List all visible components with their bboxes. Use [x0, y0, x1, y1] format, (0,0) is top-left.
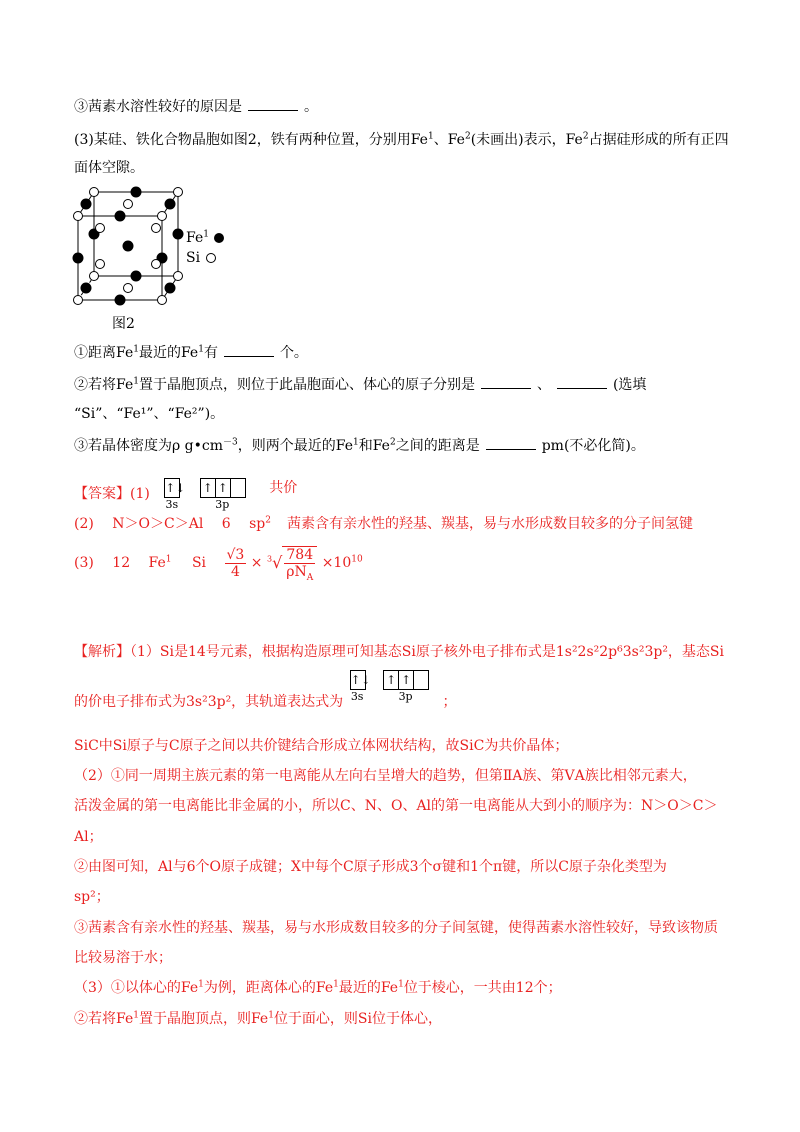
- orbital-3s: [350, 670, 371, 703]
- fraction-784-over-rhoNA: [284, 547, 315, 583]
- explanation-line-10: 比较易溶于水；: [74, 950, 172, 966]
- si-atom: [96, 260, 105, 269]
- answer-text: (2) N＞O＞C＞Al 6 sp: [74, 516, 266, 532]
- cube-root-content: [282, 546, 317, 583]
- explanation-text: ；: [442, 694, 457, 710]
- fe1-atom: [81, 199, 91, 209]
- answer-blank: [557, 374, 607, 389]
- orbital-box: ↑↓: [350, 670, 366, 690]
- sub: A: [306, 572, 314, 583]
- text: 位于面心，则Si位于体心，: [273, 1011, 443, 1027]
- text: ×10: [321, 555, 352, 571]
- text: 之间的距离是: [395, 438, 480, 454]
- explanation-line-4: （2）①同一周期主族元素的第一电离能从左向右呈增大的趋势，但第ⅡA族、第ⅤA族比相邻元素大，: [74, 768, 697, 784]
- fraction-sqrt3-over-4: [225, 547, 247, 580]
- si-atom: [158, 296, 167, 305]
- explanation-line-5: 活泼金属的第一电离能比非金属的小，所以C、N、O、Al的第一电离能从大到小的顺序为：N＞O＞C＞: [74, 798, 718, 814]
- intro-text-b: 、Fe: [433, 132, 465, 148]
- explanation-label: 【解析】: [74, 644, 130, 660]
- sup: 1: [133, 344, 139, 355]
- fraction-denominator: [284, 564, 315, 583]
- si-atom: [174, 188, 183, 197]
- text: 和Fe: [358, 438, 390, 454]
- orbital-box: [230, 478, 246, 498]
- sup: 1: [398, 979, 404, 990]
- sup: 1: [203, 229, 209, 240]
- text: 个。: [279, 345, 308, 361]
- answer-text: 共价: [269, 480, 298, 496]
- fraction-numerator: 784: [284, 547, 315, 564]
- text: 最近的Fe: [338, 980, 399, 996]
- figure-legend: [186, 228, 225, 268]
- si-atom: [74, 212, 83, 221]
- question-b-line2: “Si”、“Fe¹”、“Fe²”)。: [74, 406, 225, 422]
- text: ②若将Fe: [74, 1011, 134, 1027]
- text: 最近的Fe: [138, 345, 199, 361]
- answer-blank: [481, 374, 531, 389]
- text: 为例，距离体心的Fe: [203, 980, 334, 996]
- orbital-label: 3p: [215, 498, 230, 511]
- explanation-line-3: SiC中Si原子与C原子之间以共价键结合形成立体网状结构，故SiC为共价晶体；: [74, 738, 569, 754]
- si-atom: [174, 272, 183, 281]
- legend-fe1: [186, 228, 225, 248]
- text: ρN: [286, 564, 307, 580]
- orbital-box: [413, 670, 429, 690]
- sup: 2: [582, 131, 589, 142]
- legend-si-label: Si: [186, 250, 201, 266]
- answer-text: Si: [191, 555, 207, 571]
- si-atom: [124, 200, 133, 209]
- answer-label: 【答案】(1): [74, 486, 150, 502]
- si-atom: [90, 188, 99, 197]
- sup: 1: [165, 554, 172, 565]
- text: ①距离Fe: [74, 345, 134, 361]
- explanation-text: （1）Si是14号元素，根据构造原理可知基态Si原子核外电子排布式是1s²2s²2p⁶3s²3p²，基态Si: [130, 644, 725, 660]
- orbital-label: 3s: [165, 498, 179, 511]
- explanation-line-8: sp²；: [74, 889, 110, 905]
- text: 有: [203, 345, 218, 361]
- si-atom: [74, 296, 83, 305]
- orbital-box: ↑: [215, 478, 231, 498]
- answer-blank: [248, 96, 298, 111]
- intro-text-c: (未画出)表示，Fe: [470, 132, 583, 148]
- explanation-line-11: [74, 978, 562, 998]
- text: （3）①以体心的Fe: [74, 980, 199, 996]
- si-atom: [96, 224, 105, 233]
- sup: 1: [133, 376, 139, 387]
- fe1-atom: [131, 187, 141, 197]
- answer-text: (3) 12 Fe: [74, 555, 166, 571]
- answer-blank: [486, 435, 536, 450]
- si-atom: [90, 272, 99, 281]
- explanation-line-7: ②由图可知，Al与6个O原子成键；X中每个C原子形成3个σ键和1个π键，所以C原子杂化类型为: [74, 859, 667, 875]
- legend-fe-label: Fe: [186, 230, 204, 246]
- sup: 1: [333, 979, 339, 990]
- fe1-atom: [73, 253, 83, 263]
- explanation-line-12: [74, 1009, 442, 1029]
- figure-caption: 图2: [112, 316, 135, 332]
- orbital-3p: [200, 478, 245, 510]
- sup: 1: [133, 1010, 139, 1021]
- orbital-label: 3p: [398, 690, 413, 703]
- sup: 1: [268, 1010, 274, 1021]
- si-atom: [158, 212, 167, 221]
- explanation-text: 的价电子排布式为3s²3p²，其轨道表达式为: [74, 694, 344, 710]
- text: (选填: [612, 377, 647, 393]
- answer-line-2: [74, 514, 693, 534]
- fraction-numerator: √3: [226, 546, 245, 563]
- orbital-box: ↑: [200, 478, 216, 498]
- part3-intro-line2: 面体空隙。: [74, 160, 144, 176]
- fe1-atom: [131, 271, 141, 281]
- question-a: [74, 342, 308, 363]
- answer-text: 茜素含有亲水性的羟基、羰基，易与水形成数目较多的分子间氢键: [287, 516, 693, 532]
- fe1-atom: [165, 283, 175, 293]
- cube-root-index: 3: [266, 554, 273, 564]
- sup: 10: [351, 554, 363, 565]
- orbital-box: ↑↓: [164, 478, 180, 498]
- text: pm(不必化简)。: [541, 438, 645, 454]
- si-atom: [152, 224, 161, 233]
- times-sign: ×: [250, 555, 263, 571]
- intro-text-d: 占据硅形成的所有正四: [588, 132, 729, 148]
- explanation-line-9: ③茜素含有亲水性的羟基、羰基，易与水形成数目较多的分子间氢键，使得茜素水溶性较好，导致该物质: [74, 920, 718, 936]
- answer-line-1: [74, 478, 298, 511]
- question-b: [74, 374, 646, 395]
- part3-intro: [74, 130, 729, 150]
- radical-sign: √: [272, 553, 283, 572]
- intro-text-a: (3)某硅、铁化合物晶胞如图2，铁有两种位置，分别用Fe: [74, 132, 428, 148]
- question-c: [74, 435, 645, 456]
- text: ②若将Fe: [74, 377, 134, 393]
- text: 置于晶胞顶点，则Fe: [138, 1011, 269, 1027]
- fe1-atom: [81, 283, 91, 293]
- sup: 2: [389, 437, 396, 448]
- sup: 1: [198, 344, 204, 355]
- explanation-line-6: Al；: [74, 829, 103, 845]
- text: ③若晶体密度为ρ g•cm: [74, 438, 224, 454]
- filled-circle-icon: [213, 232, 225, 244]
- orbital-label: 3s: [350, 690, 364, 703]
- answer-line-3: [74, 546, 363, 590]
- explanation-line-2: [74, 673, 457, 712]
- text: 置于晶胞顶点，则位于此晶胞面心、体心的原子分别是: [138, 377, 475, 393]
- fe1-atom: [165, 199, 175, 209]
- fe1-atom: [115, 295, 125, 305]
- fe1-atom: [123, 241, 133, 251]
- fe1-atom: [173, 229, 183, 239]
- explanation-line-1: [74, 642, 724, 662]
- question-text: ③茜素水溶性较好的原因是: [74, 99, 242, 115]
- fraction-denominator: 4: [230, 563, 240, 580]
- legend-si: [186, 248, 225, 268]
- sup: 2: [265, 515, 271, 526]
- sup: －3: [223, 437, 238, 448]
- orbital-box: ↑: [398, 670, 414, 690]
- text: ，则两个最近的Fe: [237, 438, 353, 454]
- orbital-3p: [383, 670, 428, 702]
- si-atom: [124, 284, 133, 293]
- orbital-3s: [164, 478, 186, 511]
- si-atom: [152, 260, 161, 269]
- question-line-q3: ③茜素水溶性较好的原因是 。: [74, 96, 318, 117]
- text: 、: [536, 377, 551, 393]
- open-circle-icon: [205, 252, 217, 264]
- text: 位于棱心，一共由12个；: [403, 980, 562, 996]
- sup: 1: [427, 131, 434, 142]
- orbital-box: ↑: [383, 670, 399, 690]
- sup: 2: [464, 131, 471, 142]
- sup: 1: [353, 437, 359, 448]
- fe1-atom: [115, 211, 125, 221]
- sup: 1: [198, 979, 204, 990]
- answer-blank: [224, 342, 274, 357]
